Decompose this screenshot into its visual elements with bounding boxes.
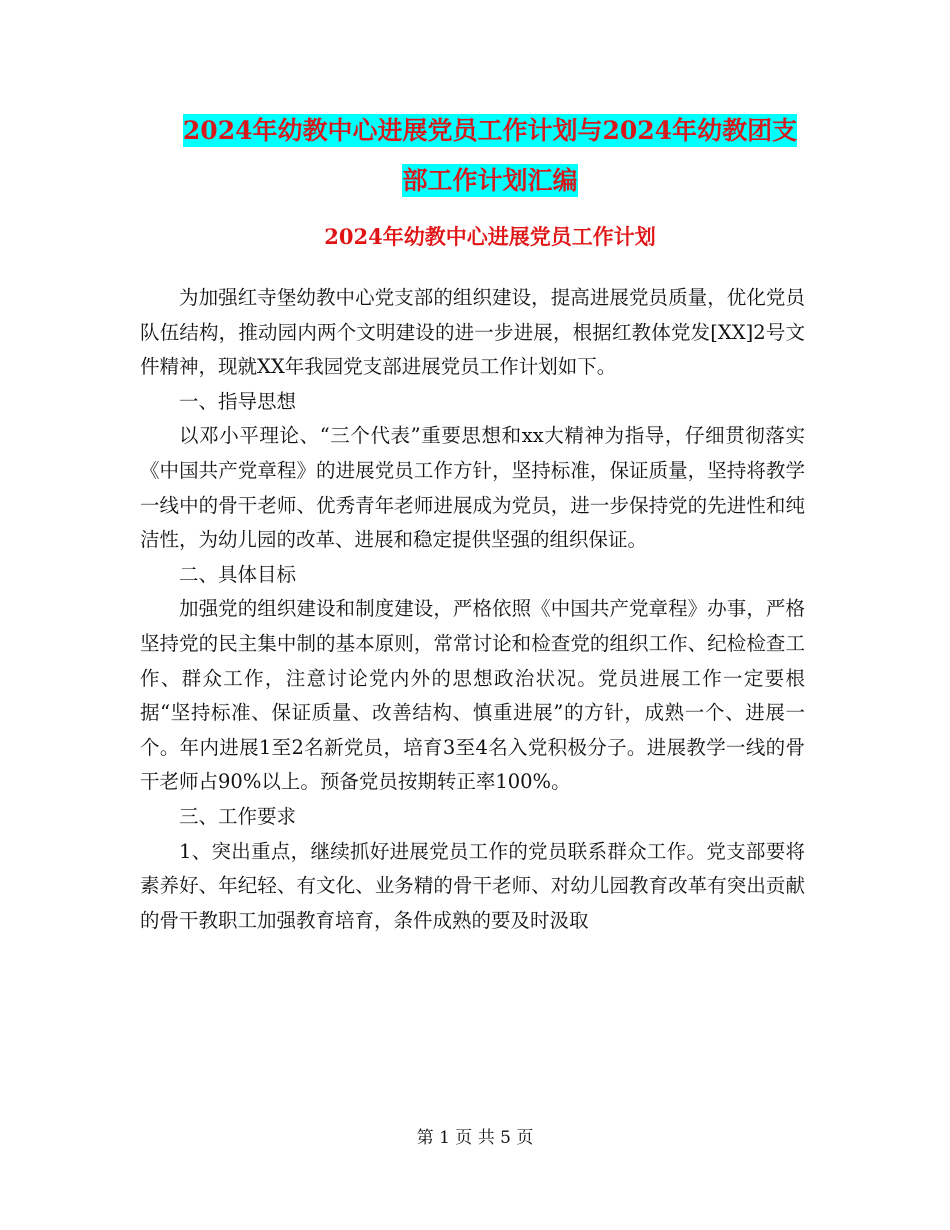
- intro-paragraph: 为加强红寺堡幼教中心党支部的组织建设，提高进展党员质量，优化党员队伍结构，推动园内两个文明建设的进一步进展，根据红教体党发[XX]2号文件精神，现就XX年我园党支部进展党员工作计划如下。: [140, 286, 805, 379]
- paragraph-specific-goals: 加强党的组织建设和制度建设，严格依照《中国共产党章程》办事，严格坚持党的民主集中制的基本原则，常常讨论和检查党的组织工作、纪检检查工作、群众工作，注意讨论党内外的思想政治状况。党员进展工作一定要根据“坚持标准、保证质量、改善结构、慎重进展”的方针，成熟一个、进展一个。年内进展1至2名新党员，培育3至4名入党积极分子。进展教学一线的骨干老师占90%以上。预备党员按期转正率100%。: [140, 597, 805, 794]
- document-body: [140, 281, 805, 938]
- paragraph-work-requirements: 1、突出重点，继续抓好进展党员工作的党员联系群众工作。党支部要将素养好、年纪轻、有文化、业务精的骨干老师、对幼儿园教育改革有突出贡献的骨干教职工加强教育培育，条件成熟的要及时汲取: [140, 839, 805, 932]
- heading-work-requirements: 三、工作要求: [179, 804, 297, 828]
- document-title: [140, 106, 840, 206]
- page-number-footer: 第 1 页 共 5 页: [416, 1128, 534, 1148]
- document-title-line-1: 2024年幼教中心进展党员工作计划与2024年幼教团支: [182, 116, 798, 145]
- paragraph-guiding-ideology: 以邓小平理论、“三个代表”重要思想和xx大精神为指导，仔细贯彻落实《中国共产党章程》的进展党员工作方针，坚持标准，保证质量，坚持将教学一线中的骨干老师、优秀青年老师进展成为党员，进一步保持党的先进性和纯洁性，为幼儿园的改革、进展和稳定提供坚强的组织保证。: [140, 424, 805, 552]
- heading-guiding-ideology: 一、指导思想: [179, 389, 297, 413]
- document-title-line-2: 部工作计划汇编: [402, 166, 578, 195]
- section-title: 2024年幼教中心进展党员工作计划: [324, 224, 656, 249]
- heading-specific-goals: 二、具体目标: [179, 562, 297, 586]
